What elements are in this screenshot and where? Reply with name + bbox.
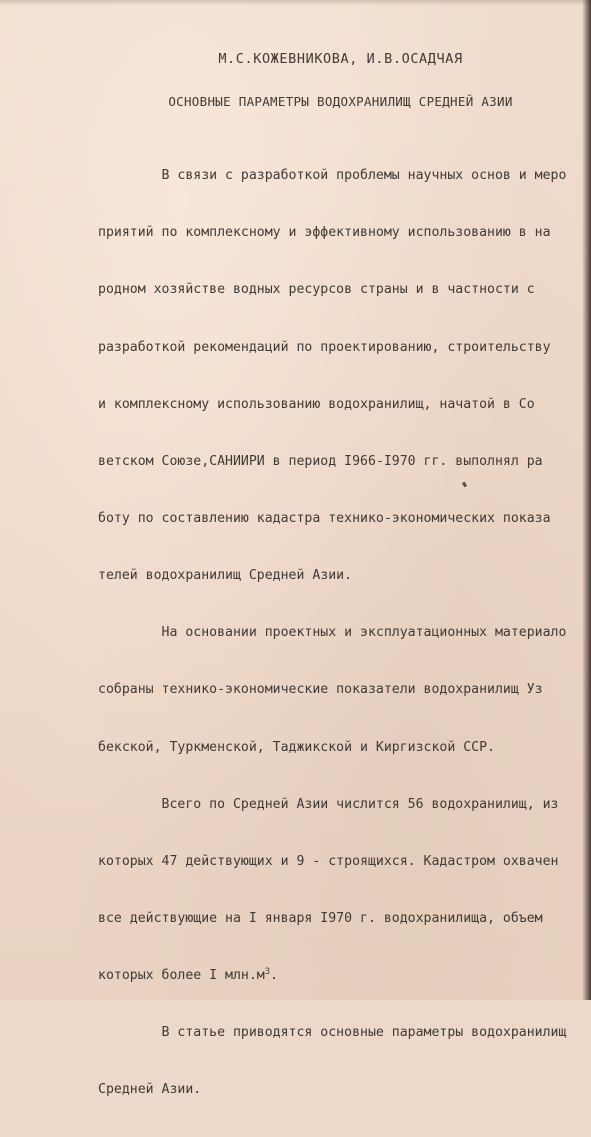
body-line-17: Средней Азии.	[98, 1082, 202, 1098]
body-line-2: приятий по комплексному и эффективному использованию в на	[98, 225, 551, 241]
body-line-9: На основании проектных и эксплуатационных материало	[98, 625, 567, 641]
page-top-edge	[0, 0, 591, 6]
page-binding-shadow	[582, 0, 591, 1000]
authors-line: М.С.КОЖЕВНИКОВА, И.В.ОСАДЧАЯ	[218, 51, 463, 67]
body-line-10: собраны технико-экономические показатели водохранилищ Уз	[98, 682, 543, 698]
body-line-15-tail: .	[270, 968, 279, 984]
body-line-5: и комплексному использованию водохранилищ, начатой в Со	[98, 396, 535, 412]
body-line-16: В статье приводятся основные параметры водохранилищ	[98, 1025, 567, 1041]
body-line-14: все действующие на I января I970 г. водохранилища, объем	[98, 910, 543, 926]
body-line-13: которых 47 действующих и 9 - строящихся. Кадастром охвачен	[98, 853, 559, 869]
article-body	[98, 128, 591, 1137]
article-title: ОСНОВНЫЕ ПАРАМЕТРЫ ВОДОХРАНИЛИЩ СРЕДНЕЙ АЗИИ	[168, 94, 513, 109]
body-line-8: телей водохранилищ Средней Азии.	[98, 568, 353, 584]
body-line-11: бекской, Туркменской, Таджикской и Киргизской ССР.	[98, 739, 495, 755]
body-line-6: ветском Союзе,САНИИРИ в период I966-I970 гг. выполнял ра	[98, 453, 543, 469]
body-line-15	[98, 966, 591, 985]
cubic-superscript: 3	[264, 967, 271, 978]
body-line-3: родном хозяйстве водных ресурсов страны и в частности с	[98, 282, 535, 298]
body-line-1: В связи с разработкой проблемы научных основ и меро	[98, 168, 567, 184]
body-line-12: Всего по Средней Азии числится 56 водохранилищ, из	[98, 796, 559, 812]
body-line-7: боту по составлению кадастра технико-экономических показа	[98, 510, 551, 526]
body-line-4: разработкой рекомендаций по проектированию, строительству	[98, 339, 551, 355]
body-line-15-text: которых более I млн.м	[98, 968, 265, 984]
